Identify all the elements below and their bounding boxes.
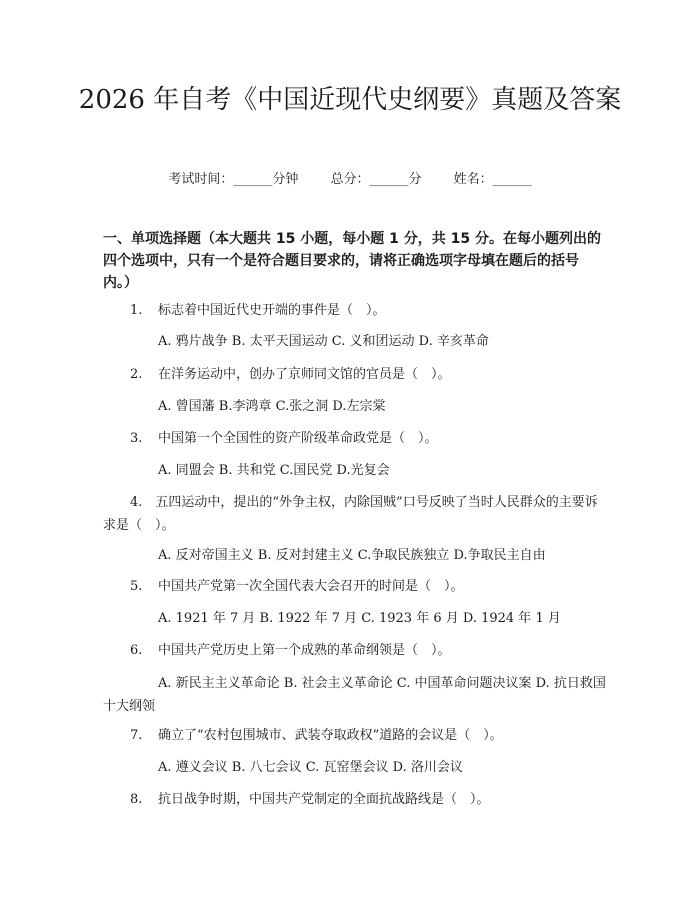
exam-meta: [0, 168, 700, 187]
question-text: 在洋务运动中，创办了京师同文馆的官员是（ ）。: [158, 367, 451, 382]
question-5-options: A. 1921 年 7 月 B. 1922 年 7 月 C. 1923 年 6 月 D. 1924 年 1 月: [158, 611, 561, 626]
question-number: 7.: [130, 728, 143, 743]
question-text: 确立了“农村包围城市、武装夺取政权”道路的会议是（ ）。: [158, 728, 503, 743]
total-score-field: 总分：______分: [330, 172, 422, 187]
question-4-text: 4. 五四运动中，提出的“外争主权，内除国贼”口号反映了当时人民群众的主要诉求是（ ）。: [103, 495, 598, 533]
question-number: 8.: [130, 792, 143, 807]
question-number: 2.: [130, 367, 143, 382]
document-title: 2026 年自考《中国近现代史纲要》真题及答案: [78, 85, 622, 115]
question-text: 标志着中国近代史开端的事件是（ ）。: [158, 303, 386, 318]
question-7-options: A. 遵义会议 B. 八七会议 C. 瓦窑堡会议 D. 洛川会议: [158, 760, 463, 775]
question-number: 1.: [130, 303, 143, 318]
question-text: 抗日战争时期，中国共产党制定的全面抗战路线是（ ）。: [158, 792, 490, 807]
question-1-options: A. 鸦片战争 B. 太平天国运动 C. 义和团运动 D. 辛亥革命: [158, 334, 489, 349]
question-number: 6.: [130, 643, 143, 658]
question-number: 5.: [130, 579, 143, 594]
question-text: 中国共产党第一次全国代表大会召开的时间是（ ）。: [158, 579, 464, 594]
question-6-options: A. 新民主主义革命论 B. 社会主义革命论 C. 中国革命问题决议案 D. 抗日救国十大纲领: [103, 676, 606, 714]
name-field: 姓名：______: [453, 172, 532, 187]
question-2-options: A. 曾国藩 B.李鸿章 C.张之洞 D.左宗棠: [158, 399, 386, 414]
question-text: 中国第一个全国性的资产阶级革命政党是（ ）。: [158, 431, 438, 446]
question-3-options: A. 同盟会 B. 共和党 C.国民党 D.光复会: [158, 463, 390, 478]
question-text: 中国共产党历史上第一个成熟的革命纲领是（ ）。: [158, 643, 451, 658]
exam-time-field: 考试时间：______分钟: [168, 172, 299, 187]
section-heading: 一、单项选择题（本大题共 15 小题，每小题 1 分，共 15 分。在每小题列出的四个选项中，只有一个是符合题目要求的，请将正确选项字母填在题后的括号内。）: [103, 231, 601, 291]
question-number: 3.: [130, 431, 143, 446]
question-4-options: A. 反对帝国主义 B. 反对封建主义 C.争取民族独立 D.争取民主自由: [158, 548, 546, 563]
